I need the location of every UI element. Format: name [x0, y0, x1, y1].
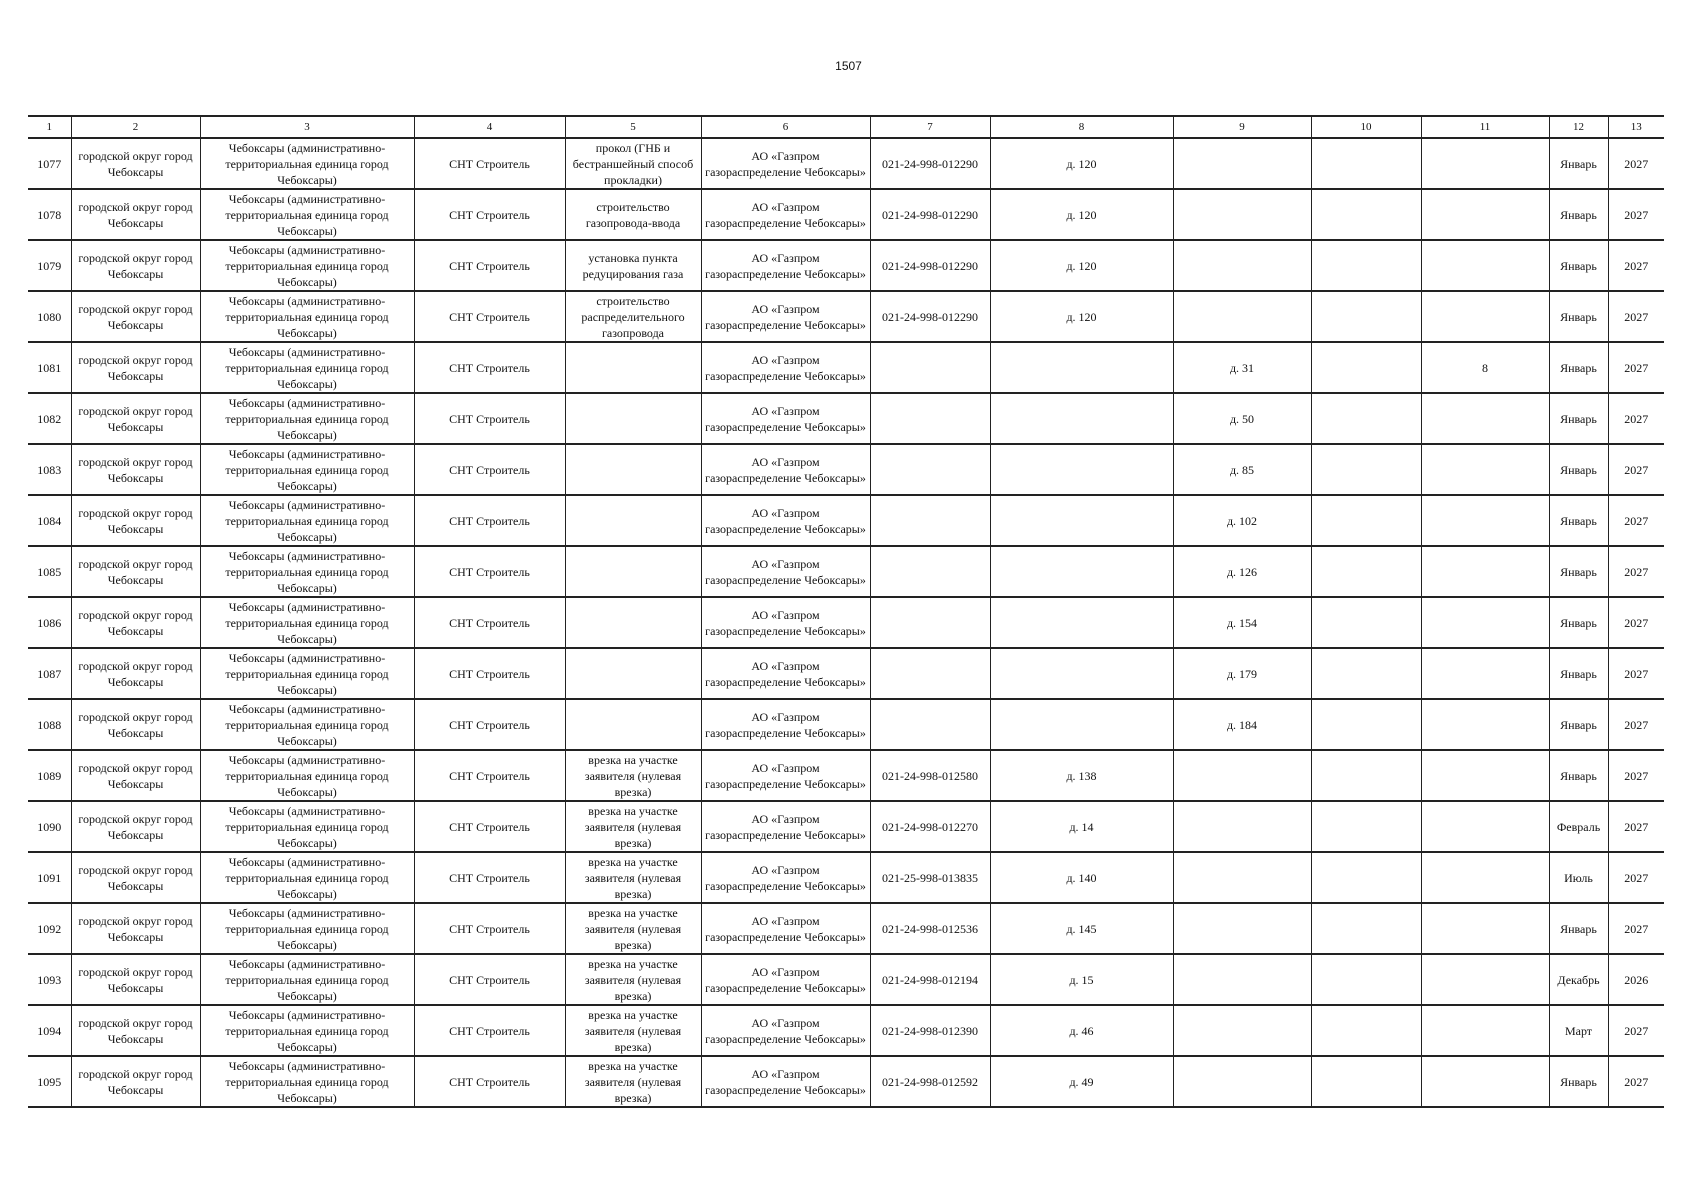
street-cell: СНТ Строитель — [414, 189, 565, 240]
work-type-cell — [565, 699, 701, 750]
table-row — [28, 1005, 1664, 1056]
application-number-cell — [870, 495, 990, 546]
col10-cell — [1311, 750, 1421, 801]
settlement-cell: Чебоксары (административно-территориальная единица город Чебоксары) — [200, 903, 414, 954]
year-cell: 2027 — [1608, 852, 1664, 903]
table-row — [28, 393, 1664, 444]
row-number-cell: 1077 — [28, 138, 71, 189]
operator-cell: АО «Газпром газораспределение Чебоксары» — [701, 393, 870, 444]
col10-cell — [1311, 1005, 1421, 1056]
row-number-cell: 1086 — [28, 597, 71, 648]
operator-cell: АО «Газпром газораспределение Чебоксары» — [701, 801, 870, 852]
table-row — [28, 954, 1664, 1005]
year-cell: 2027 — [1608, 801, 1664, 852]
street-cell: СНТ Строитель — [414, 546, 565, 597]
table-row — [28, 648, 1664, 699]
col10-cell — [1311, 954, 1421, 1005]
municipality-cell: городской округ город Чебоксары — [71, 189, 200, 240]
year-cell: 2027 — [1608, 495, 1664, 546]
house-number-alt-cell — [1173, 1005, 1311, 1056]
work-type-cell: врезка на участке заявителя (нулевая врезка) — [565, 954, 701, 1005]
month-cell: Январь — [1549, 342, 1608, 393]
year-cell: 2027 — [1608, 189, 1664, 240]
work-type-cell: врезка на участке заявителя (нулевая врезка) — [565, 801, 701, 852]
house-number-cell: д. 145 — [990, 903, 1173, 954]
col10-cell — [1311, 495, 1421, 546]
table-row — [28, 852, 1664, 903]
house-number-cell: д. 120 — [990, 138, 1173, 189]
house-number-cell — [990, 597, 1173, 648]
settlement-cell: Чебоксары (административно-территориальная единица город Чебоксары) — [200, 393, 414, 444]
house-number-cell — [990, 546, 1173, 597]
municipality-cell: городской округ город Чебоксары — [71, 750, 200, 801]
table-row — [28, 903, 1664, 954]
col10-cell — [1311, 852, 1421, 903]
operator-cell: АО «Газпром газораспределение Чебоксары» — [701, 342, 870, 393]
municipality-cell: городской округ город Чебоксары — [71, 291, 200, 342]
col11-cell — [1421, 291, 1549, 342]
year-cell: 2027 — [1608, 138, 1664, 189]
col11-cell — [1421, 903, 1549, 954]
house-number-cell — [990, 495, 1173, 546]
month-cell: Январь — [1549, 1056, 1608, 1107]
house-number-alt-cell — [1173, 801, 1311, 852]
street-cell: СНТ Строитель — [414, 393, 565, 444]
house-number-alt-cell: д. 102 — [1173, 495, 1311, 546]
street-cell: СНТ Строитель — [414, 750, 565, 801]
application-number-cell: 021-24-998-012290 — [870, 240, 990, 291]
column-header: 1 — [28, 116, 71, 138]
row-number-cell: 1079 — [28, 240, 71, 291]
house-number-cell: д. 120 — [990, 189, 1173, 240]
house-number-cell — [990, 342, 1173, 393]
street-cell: СНТ Строитель — [414, 903, 565, 954]
municipality-cell: городской округ город Чебоксары — [71, 393, 200, 444]
col11-cell — [1421, 852, 1549, 903]
operator-cell: АО «Газпром газораспределение Чебоксары» — [701, 597, 870, 648]
house-number-alt-cell — [1173, 240, 1311, 291]
col10-cell — [1311, 648, 1421, 699]
settlement-cell: Чебоксары (административно-территориальная единица город Чебоксары) — [200, 801, 414, 852]
col10-cell — [1311, 291, 1421, 342]
municipality-cell: городской округ город Чебоксары — [71, 1056, 200, 1107]
table-row — [28, 495, 1664, 546]
month-cell: Январь — [1549, 138, 1608, 189]
column-header: 9 — [1173, 116, 1311, 138]
table-row — [28, 801, 1664, 852]
year-cell: 2027 — [1608, 1056, 1664, 1107]
work-type-cell — [565, 444, 701, 495]
street-cell: СНТ Строитель — [414, 699, 565, 750]
col11-cell — [1421, 801, 1549, 852]
operator-cell: АО «Газпром газораспределение Чебоксары» — [701, 138, 870, 189]
month-cell: Март — [1549, 1005, 1608, 1056]
row-number-cell: 1081 — [28, 342, 71, 393]
column-header: 3 — [200, 116, 414, 138]
settlement-cell: Чебоксары (административно-территориальная единица город Чебоксары) — [200, 648, 414, 699]
col11-cell — [1421, 954, 1549, 1005]
house-number-cell: д. 49 — [990, 1056, 1173, 1107]
row-number-cell: 1085 — [28, 546, 71, 597]
row-number-cell: 1087 — [28, 648, 71, 699]
street-cell: СНТ Строитель — [414, 495, 565, 546]
column-header: 12 — [1549, 116, 1608, 138]
settlement-cell: Чебоксары (административно-территориальная единица город Чебоксары) — [200, 240, 414, 291]
settlement-cell: Чебоксары (административно-территориальная единица город Чебоксары) — [200, 342, 414, 393]
column-header: 6 — [701, 116, 870, 138]
month-cell: Январь — [1549, 597, 1608, 648]
street-cell: СНТ Строитель — [414, 1056, 565, 1107]
month-cell: Январь — [1549, 444, 1608, 495]
year-cell: 2027 — [1608, 750, 1664, 801]
application-number-cell: 021-24-998-012194 — [870, 954, 990, 1005]
month-cell: Январь — [1549, 699, 1608, 750]
month-cell: Февраль — [1549, 801, 1608, 852]
col11-cell — [1421, 138, 1549, 189]
house-number-cell: д. 120 — [990, 291, 1173, 342]
house-number-cell: д. 120 — [990, 240, 1173, 291]
table-body — [28, 138, 1664, 1107]
house-number-alt-cell — [1173, 903, 1311, 954]
house-number-alt-cell — [1173, 852, 1311, 903]
col10-cell — [1311, 546, 1421, 597]
row-number-cell: 1093 — [28, 954, 71, 1005]
year-cell: 2027 — [1608, 444, 1664, 495]
application-number-cell: 021-24-998-012290 — [870, 189, 990, 240]
application-number-cell — [870, 546, 990, 597]
col11-cell — [1421, 495, 1549, 546]
work-type-cell — [565, 546, 701, 597]
column-header: 5 — [565, 116, 701, 138]
house-number-alt-cell — [1173, 954, 1311, 1005]
application-number-cell: 021-24-998-012390 — [870, 1005, 990, 1056]
table-row — [28, 1056, 1664, 1107]
application-number-cell: 021-24-998-012536 — [870, 903, 990, 954]
street-cell: СНТ Строитель — [414, 1005, 565, 1056]
table-row — [28, 699, 1664, 750]
col10-cell — [1311, 903, 1421, 954]
work-type-cell: врезка на участке заявителя (нулевая врезка) — [565, 903, 701, 954]
year-cell: 2027 — [1608, 342, 1664, 393]
row-number-cell: 1095 — [28, 1056, 71, 1107]
house-number-alt-cell: д. 184 — [1173, 699, 1311, 750]
settlement-cell: Чебоксары (административно-территориальная единица город Чебоксары) — [200, 597, 414, 648]
settlement-cell: Чебоксары (административно-территориальная единица город Чебоксары) — [200, 699, 414, 750]
col10-cell — [1311, 597, 1421, 648]
col10-cell — [1311, 699, 1421, 750]
application-number-cell: 021-25-998-013835 — [870, 852, 990, 903]
house-number-cell: д. 138 — [990, 750, 1173, 801]
table-row — [28, 546, 1664, 597]
operator-cell: АО «Газпром газораспределение Чебоксары» — [701, 291, 870, 342]
settlement-cell: Чебоксары (административно-территориальная единица город Чебоксары) — [200, 495, 414, 546]
house-number-cell — [990, 648, 1173, 699]
municipality-cell: городской округ город Чебоксары — [71, 903, 200, 954]
house-number-cell — [990, 444, 1173, 495]
operator-cell: АО «Газпром газораспределение Чебоксары» — [701, 240, 870, 291]
table-row — [28, 597, 1664, 648]
month-cell: Январь — [1549, 648, 1608, 699]
table-row — [28, 750, 1664, 801]
operator-cell: АО «Газпром газораспределение Чебоксары» — [701, 444, 870, 495]
house-number-alt-cell — [1173, 1056, 1311, 1107]
settlement-cell: Чебоксары (административно-территориальная единица город Чебоксары) — [200, 189, 414, 240]
column-header: 7 — [870, 116, 990, 138]
application-number-cell: 021-24-998-012580 — [870, 750, 990, 801]
column-header: 4 — [414, 116, 565, 138]
municipality-cell: городской округ город Чебоксары — [71, 240, 200, 291]
page-number: 1507 — [835, 59, 862, 73]
row-number-cell: 1078 — [28, 189, 71, 240]
street-cell: СНТ Строитель — [414, 240, 565, 291]
row-number-cell: 1091 — [28, 852, 71, 903]
year-cell: 2027 — [1608, 903, 1664, 954]
month-cell: Январь — [1549, 393, 1608, 444]
col11-cell — [1421, 1005, 1549, 1056]
house-number-cell — [990, 393, 1173, 444]
work-type-cell: прокол (ГНБ и бестраншейный способ прокладки) — [565, 138, 701, 189]
settlement-cell: Чебоксары (административно-территориальная единица город Чебоксары) — [200, 750, 414, 801]
col10-cell — [1311, 1056, 1421, 1107]
year-cell: 2027 — [1608, 240, 1664, 291]
house-number-cell — [990, 699, 1173, 750]
application-number-cell — [870, 444, 990, 495]
row-number-cell: 1089 — [28, 750, 71, 801]
month-cell: Январь — [1549, 903, 1608, 954]
col11-cell — [1421, 546, 1549, 597]
municipality-cell: городской округ город Чебоксары — [71, 138, 200, 189]
table-row — [28, 444, 1664, 495]
row-number-cell: 1092 — [28, 903, 71, 954]
operator-cell: АО «Газпром газораспределение Чебоксары» — [701, 1005, 870, 1056]
municipality-cell: городской округ город Чебоксары — [71, 342, 200, 393]
col11-cell — [1421, 597, 1549, 648]
year-cell: 2027 — [1608, 648, 1664, 699]
row-number-cell: 1088 — [28, 699, 71, 750]
month-cell: Январь — [1549, 291, 1608, 342]
house-number-cell: д. 14 — [990, 801, 1173, 852]
column-number-header-row — [28, 116, 1664, 138]
municipality-cell: городской округ город Чебоксары — [71, 1005, 200, 1056]
operator-cell: АО «Газпром газораспределение Чебоксары» — [701, 699, 870, 750]
column-header: 11 — [1421, 116, 1549, 138]
application-number-cell: 021-24-998-012270 — [870, 801, 990, 852]
house-number-alt-cell: д. 85 — [1173, 444, 1311, 495]
street-cell: СНТ Строитель — [414, 597, 565, 648]
settlement-cell: Чебоксары (административно-территориальная единица город Чебоксары) — [200, 1056, 414, 1107]
settlement-cell: Чебоксары (административно-территориальная единица город Чебоксары) — [200, 852, 414, 903]
application-number-cell — [870, 393, 990, 444]
year-cell: 2027 — [1608, 699, 1664, 750]
col11-cell: 8 — [1421, 342, 1549, 393]
year-cell: 2026 — [1608, 954, 1664, 1005]
row-number-cell: 1083 — [28, 444, 71, 495]
col10-cell — [1311, 240, 1421, 291]
work-type-cell — [565, 495, 701, 546]
row-number-cell: 1080 — [28, 291, 71, 342]
municipality-cell: городской округ город Чебоксары — [71, 546, 200, 597]
house-number-alt-cell — [1173, 138, 1311, 189]
application-number-cell: 021-24-998-012290 — [870, 291, 990, 342]
col11-cell — [1421, 189, 1549, 240]
street-cell: СНТ Строитель — [414, 648, 565, 699]
street-cell: СНТ Строитель — [414, 954, 565, 1005]
col11-cell — [1421, 393, 1549, 444]
house-number-alt-cell — [1173, 189, 1311, 240]
street-cell: СНТ Строитель — [414, 801, 565, 852]
month-cell: Январь — [1549, 750, 1608, 801]
col10-cell — [1311, 189, 1421, 240]
settlement-cell: Чебоксары (административно-территориальная единица город Чебоксары) — [200, 1005, 414, 1056]
operator-cell: АО «Газпром газораспределение Чебоксары» — [701, 750, 870, 801]
operator-cell: АО «Газпром газораспределение Чебоксары» — [701, 546, 870, 597]
street-cell: СНТ Строитель — [414, 138, 565, 189]
column-header: 13 — [1608, 116, 1664, 138]
settlement-cell: Чебоксары (административно-территориальная единица город Чебоксары) — [200, 291, 414, 342]
operator-cell: АО «Газпром газораспределение Чебоксары» — [701, 495, 870, 546]
settlement-cell: Чебоксары (административно-территориальная единица город Чебоксары) — [200, 444, 414, 495]
table-row — [28, 189, 1664, 240]
work-type-cell: строительство газопровода-ввода — [565, 189, 701, 240]
application-number-cell — [870, 597, 990, 648]
operator-cell: АО «Газпром газораспределение Чебоксары» — [701, 903, 870, 954]
application-number-cell — [870, 648, 990, 699]
house-number-cell: д. 140 — [990, 852, 1173, 903]
work-type-cell — [565, 648, 701, 699]
col10-cell — [1311, 138, 1421, 189]
settlement-cell: Чебоксары (административно-территориальная единица город Чебоксары) — [200, 546, 414, 597]
work-type-cell: установка пункта редуцирования газа — [565, 240, 701, 291]
table-row — [28, 291, 1664, 342]
month-cell: Январь — [1549, 189, 1608, 240]
work-type-cell — [565, 393, 701, 444]
work-type-cell: врезка на участке заявителя (нулевая врезка) — [565, 1056, 701, 1107]
house-number-alt-cell: д. 179 — [1173, 648, 1311, 699]
house-number-alt-cell: д. 154 — [1173, 597, 1311, 648]
municipality-cell: городской округ город Чебоксары — [71, 852, 200, 903]
col10-cell — [1311, 444, 1421, 495]
operator-cell: АО «Газпром газораспределение Чебоксары» — [701, 189, 870, 240]
work-type-cell: врезка на участке заявителя (нулевая врезка) — [565, 750, 701, 801]
application-number-cell: 021-24-998-012290 — [870, 138, 990, 189]
col10-cell — [1311, 342, 1421, 393]
municipality-cell: городской округ город Чебоксары — [71, 597, 200, 648]
row-number-cell: 1082 — [28, 393, 71, 444]
house-number-cell: д. 46 — [990, 1005, 1173, 1056]
street-cell: СНТ Строитель — [414, 342, 565, 393]
table-row — [28, 342, 1664, 393]
month-cell: Январь — [1549, 495, 1608, 546]
col11-cell — [1421, 1056, 1549, 1107]
street-cell: СНТ Строитель — [414, 444, 565, 495]
month-cell: Июль — [1549, 852, 1608, 903]
col11-cell — [1421, 240, 1549, 291]
col11-cell — [1421, 699, 1549, 750]
municipality-cell: городской округ город Чебоксары — [71, 954, 200, 1005]
column-header: 8 — [990, 116, 1173, 138]
month-cell: Декабрь — [1549, 954, 1608, 1005]
settlement-cell: Чебоксары (административно-территориальная единица город Чебоксары) — [200, 954, 414, 1005]
col11-cell — [1421, 648, 1549, 699]
register-table — [28, 115, 1664, 1108]
house-number-alt-cell: д. 50 — [1173, 393, 1311, 444]
column-header: 2 — [71, 116, 200, 138]
row-number-cell: 1084 — [28, 495, 71, 546]
year-cell: 2027 — [1608, 291, 1664, 342]
year-cell: 2027 — [1608, 393, 1664, 444]
application-number-cell — [870, 342, 990, 393]
month-cell: Январь — [1549, 546, 1608, 597]
col10-cell — [1311, 393, 1421, 444]
operator-cell: АО «Газпром газораспределение Чебоксары» — [701, 954, 870, 1005]
column-header: 10 — [1311, 116, 1421, 138]
year-cell: 2027 — [1608, 1005, 1664, 1056]
year-cell: 2027 — [1608, 546, 1664, 597]
table-row — [28, 138, 1664, 189]
municipality-cell: городской округ город Чебоксары — [71, 444, 200, 495]
work-type-cell: строительство распределительного газопровода — [565, 291, 701, 342]
house-number-alt-cell: д. 126 — [1173, 546, 1311, 597]
house-number-alt-cell: д. 31 — [1173, 342, 1311, 393]
work-type-cell — [565, 342, 701, 393]
operator-cell: АО «Газпром газораспределение Чебоксары» — [701, 852, 870, 903]
work-type-cell: врезка на участке заявителя (нулевая врезка) — [565, 852, 701, 903]
table-row — [28, 240, 1664, 291]
street-cell: СНТ Строитель — [414, 291, 565, 342]
municipality-cell: городской округ город Чебоксары — [71, 699, 200, 750]
house-number-alt-cell — [1173, 750, 1311, 801]
municipality-cell: городской округ город Чебоксары — [71, 648, 200, 699]
year-cell: 2027 — [1608, 597, 1664, 648]
work-type-cell: врезка на участке заявителя (нулевая врезка) — [565, 1005, 701, 1056]
municipality-cell: городской округ город Чебоксары — [71, 495, 200, 546]
col10-cell — [1311, 801, 1421, 852]
col11-cell — [1421, 444, 1549, 495]
operator-cell: АО «Газпром газораспределение Чебоксары» — [701, 1056, 870, 1107]
work-type-cell — [565, 597, 701, 648]
col11-cell — [1421, 750, 1549, 801]
municipality-cell: городской округ город Чебоксары — [71, 801, 200, 852]
row-number-cell: 1090 — [28, 801, 71, 852]
application-number-cell: 021-24-998-012592 — [870, 1056, 990, 1107]
house-number-cell: д. 15 — [990, 954, 1173, 1005]
application-number-cell — [870, 699, 990, 750]
operator-cell: АО «Газпром газораспределение Чебоксары» — [701, 648, 870, 699]
month-cell: Январь — [1549, 240, 1608, 291]
house-number-alt-cell — [1173, 291, 1311, 342]
row-number-cell: 1094 — [28, 1005, 71, 1056]
street-cell: СНТ Строитель — [414, 852, 565, 903]
settlement-cell: Чебоксары (административно-территориальная единица город Чебоксары) — [200, 138, 414, 189]
